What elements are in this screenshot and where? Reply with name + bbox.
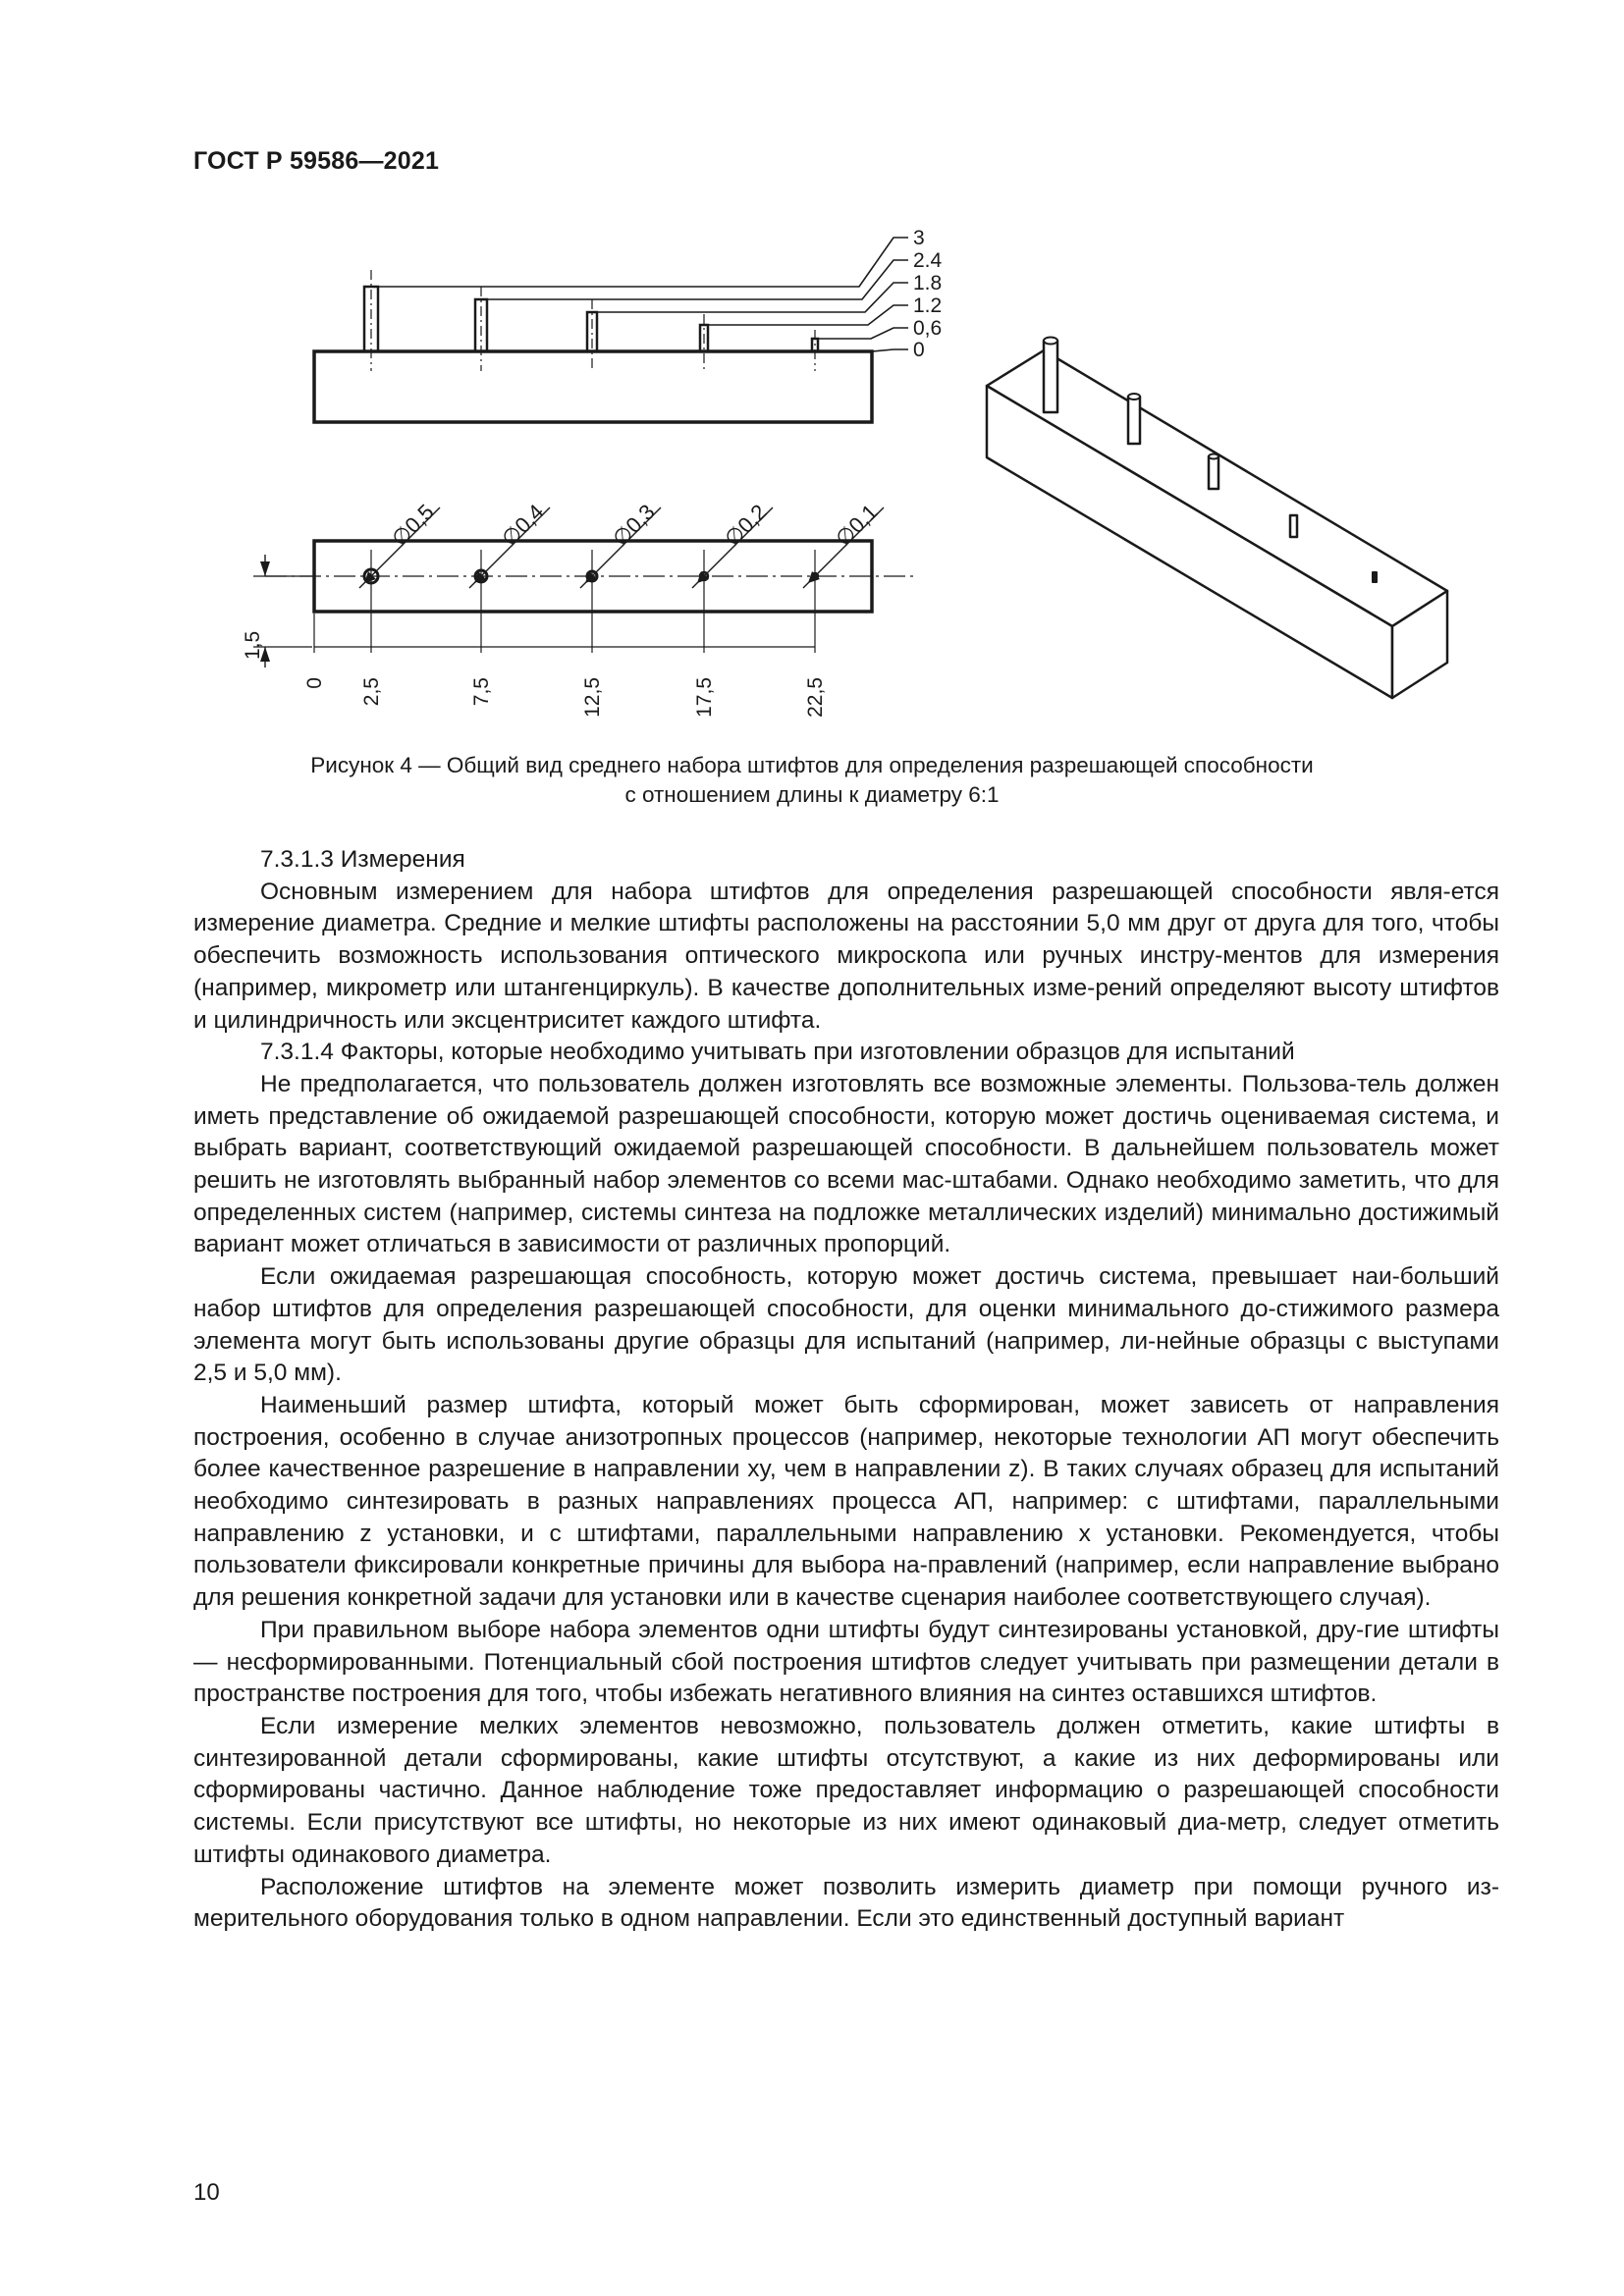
diameter-label: ∅0,2 [719,499,772,552]
leader-line [818,328,908,339]
position-label: 0 [303,677,326,689]
iso-pin [1209,454,1218,490]
iso-pin [1044,338,1057,413]
height-label: 0,6 [913,317,943,340]
position-label: 22,5 [804,677,827,718]
figure-caption-line: Рисунок 4 — Общий вид среднего набора штифтов для определения разрешающей способности [310,753,1314,777]
leader-line [872,349,908,351]
position-label: 2,5 [360,677,383,707]
figure-caption-line: с отношением длины к диаметру 6:1 [624,782,1000,807]
iso-pin [1290,515,1297,537]
diameter-labels [387,500,883,552]
figure-pin-set-drawing [0,0,1624,746]
side-view [314,238,908,422]
isometric-view [987,338,1447,699]
side-view-base [314,351,872,422]
figure-caption [196,751,1428,810]
paragraph: Не предполагается, что пользователь должен изготовлять все возможные элементы. Пользова-тель должен иметь представление об ожидаемой разрешающей способности, которую может достичь оцениваемая система, и выбрать вариант, соответствующий ожидаемой разрешающей способности. В дальнейшем пользователь может решить не изготовлять выбранный набор элементов со всеми мас-штабами. Однако необходимо заметить, что для определенных систем (например, системы синтеза на подложке металлических изделий) минимально достижимый вариант может отличаться в зависимости от различных пропорций. [193,1070,1499,1258]
diameter-label: ∅0,5 [386,499,439,552]
offset-label: 1,5 [242,630,264,660]
diameter-label: ∅0,4 [496,499,549,552]
paragraph: Расположение штифтов на элементе может позволить измерить диаметр при помощи ручного из-мерительного оборудования только в одном направлении. Если это единственный доступный вариант [193,1873,1499,1933]
height-labels [913,227,943,361]
iso-pin [1128,394,1140,444]
paragraph: При правильном выборе набора элементов одни штифты будут синтезированы установкой, дру-гие штифты — несформированными. Потенциальный сбой построения штифтов следует учитывать при размещении детали в пространстве построения для того, чтобы избежать негативного влияния на синтез оставшихся штифтов. [193,1616,1499,1708]
section-heading: 7.3.1.4 Факторы, которые необходимо учитывать при изготовлении образцов для испытаний [260,1039,1295,1066]
leader-line [708,305,908,325]
height-label: 0 [913,339,925,361]
height-label: 1.2 [913,294,943,317]
top-view [253,507,913,667]
document-header: ГОСТ Р 59586—2021 [193,147,440,175]
paragraph: Основным измерением для набора штифтов для определения разрешающей способности явля-ется измерение диаметра. Средние и мелкие штифты расположены на расстоянии 5,0 мм друг от друга для того, чтобы обеспечить возможность использования оптического микроскопа или ручных инстру-ментов для измерения (например, микрометр или штангенциркуль). В качестве дополнительных изме-рений определяют высоту штифтов и цилиндричность или эксцентриситет каждого штифта. [193,878,1499,1034]
body-text [193,844,1499,1936]
position-label: 12,5 [581,677,604,718]
iso-pin [1373,572,1377,582]
height-label: 2.4 [913,249,943,272]
position-labels [242,631,827,718]
leader-line [378,238,908,287]
leader-line [487,260,908,299]
height-label: 3 [913,227,925,249]
height-label: 1.8 [913,272,943,294]
section-heading: 7.3.1.3 Измерения [260,846,465,873]
page-number: 10 [193,2179,220,2206]
position-label: 17,5 [693,677,716,718]
paragraph: Если ожидаемая разрешающая способность, которую может достичь система, превышает наи-больший набор штифтов для определения разрешающей способности, для оценки минимального до-стижимого размера элемента могут быть использованы другие образцы для испытаний (например, ли-нейные образцы с выступами 2,5 и 5,0 мм). [193,1263,1499,1387]
paragraph: Если измерение мелких элементов невозможно, пользователь должен отметить, какие штифты в синтезированной детали сформированы, какие штифты отсутствуют, а какие из них деформированы или сформированы частично. Данное наблюдение тоже предоставляет информацию о разрешающей способности системы. Если присутствуют все штифты, но некоторые из них имеют одинаковый диа-метр, следует отметить штифты одинакового диаметра. [193,1712,1499,1868]
diameter-label: ∅0,1 [830,499,883,552]
paragraph: Наименьший размер штифта, который может быть сформирован, может зависеть от направления построения, особенно в случае анизотропных процессов (например, некоторые технологии АП могут обеспечить более качественное разрешение в направлении xy, чем в направлении z). В таких случаях образец для испытаний необходимо синтезировать в разных направлениях процесса АП, например: с штифтами, параллельными направлению z установки, и с штифтами, параллельными направлению x установки. Рекомендуется, чтобы пользователи фиксировали конкретные причины для выбора на-правлений (например, если направление выбрано для решения конкретной задачи для установки или в качестве сценария наиболее соответствующего случая). [193,1391,1499,1612]
position-label: 7,5 [470,677,493,707]
diameter-label: ∅0,3 [607,499,660,552]
